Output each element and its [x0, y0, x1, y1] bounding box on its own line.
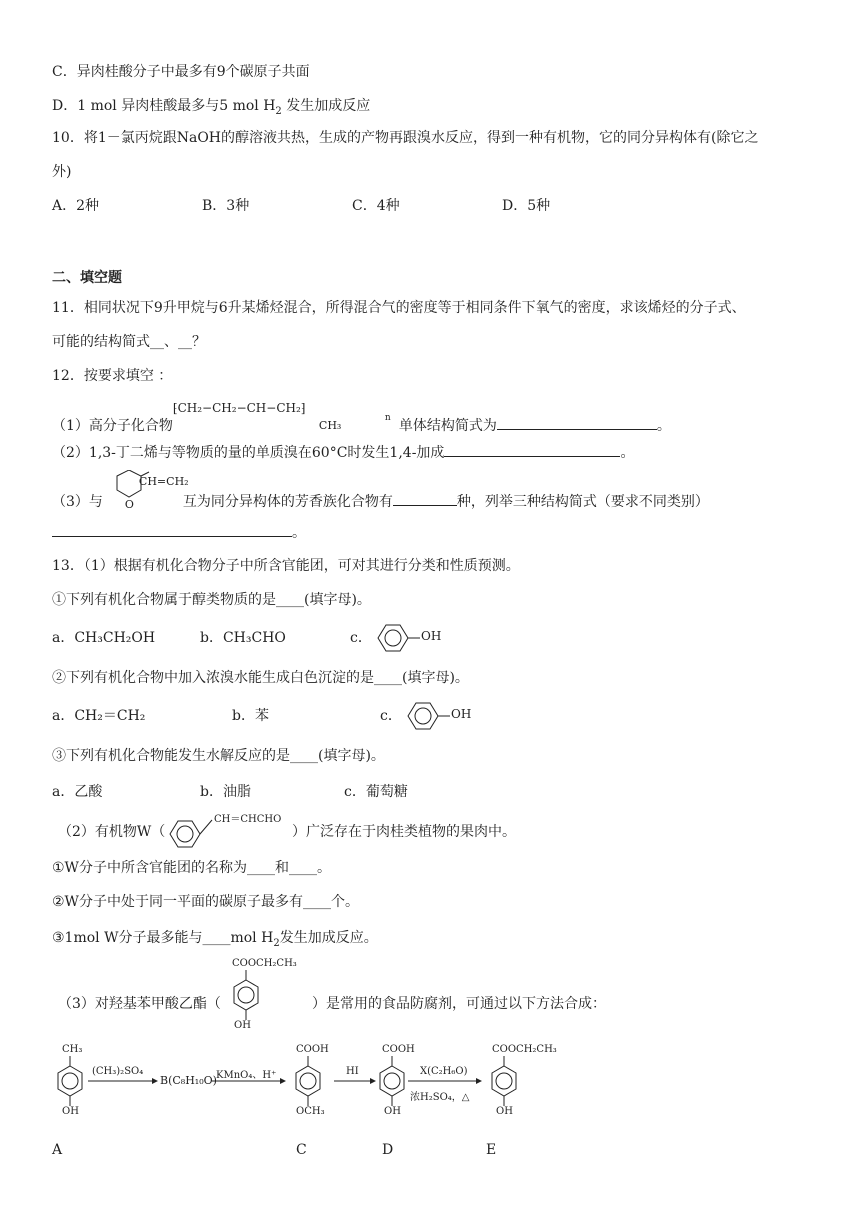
q12-part2-blank[interactable] [444, 442, 620, 457]
q13-sub1-option-b: b．CH₃CHO [200, 630, 286, 646]
q13-sub3-option-b: b．油脂 [200, 784, 251, 800]
q12-part3: （3）与 CH=CH₂ O 互为同分异构体的芳香族化合物有 种，列举三种结构简式（要求不同类别） [52, 480, 709, 520]
q13-sub2-option-b: b．苯 [232, 708, 269, 724]
q13-sub1: ①下列有机化合物属于醇类物质的是____(填字母)。 [52, 592, 371, 608]
phenol-oh-label-1: OH [421, 629, 442, 643]
q10-option-a: A．2种 [52, 198, 100, 214]
q10-stem-line2: 外) [52, 164, 72, 180]
q13-sub1-option-c: c． [350, 630, 372, 646]
phenol-oh-label-2: OH [451, 707, 472, 721]
compound-c-bottom: OCH₃ [296, 1106, 325, 1117]
pyran-vinyl-structure-image [103, 475, 189, 520]
q13-part3-intro-b: ）是常用的食品防腐剂，可通过以下方法合成： [312, 996, 606, 1012]
q11-stem-line1: 11．相同状况下9升甲烷与6升某烯烃混合，所得混合气的密度等于相同条件下氧气的密度，求该烯烃的分子式、 [52, 300, 746, 316]
q13-sub2-option-c: c． [380, 708, 402, 724]
q13-part2-q3: ③1mol W分子最多能与____mol $H_2$发生加成反应。 [52, 930, 378, 949]
q13-title: 13．（1）根据有机化合物分子中所含官能团，可对其进行分类和性质预测。 [52, 558, 520, 574]
q12-part3-answer-line: 。 [52, 522, 306, 543]
q10-option-c: C．4种 [352, 198, 400, 214]
reagent-2: KMnO₄、H⁺ [216, 1070, 277, 1081]
polymer-n: n [384, 413, 391, 423]
q9-option-d: D．1 mol 异肉桂酸最多与5 mol $H_2$ 发生加成反应 [52, 98, 371, 117]
polymer-methyl: CH₃ [318, 419, 342, 432]
q13-part2-q1: ①W分子中所含官能团的名称为____和____。 [52, 860, 331, 876]
polymer-main: ⁅CH₂−CH₂−CH−CH₂⁆ [172, 401, 306, 415]
compound-a-top: CH₃ [62, 1044, 83, 1055]
label-e: E [486, 1142, 497, 1158]
paraben-oh-label: OH [234, 1020, 251, 1031]
q9-option-c: C．异肉桂酸分子中最多有9个碳原子共面 [52, 64, 310, 80]
q12-part1: （1）高分子化合物 ⁅CH₂−CH₂−CH−CH₂⁆ n CH₃ 单体结构简式为 。 [52, 404, 671, 436]
q13-part2-intro-b: ）广泛存在于肉桂类植物的果肉中。 [292, 824, 516, 840]
q13-part2-intro-a: （2）有机物W（ [58, 824, 166, 840]
q13-sub2: ②下列有机化合物中加入浓溴水能生成白色沉淀的是____(填字母)。 [52, 670, 469, 686]
q13-sub3: ③下列有机化合物能发生水解反应的是____(填字母)。 [52, 748, 385, 764]
q11-stem-line2: 可能的结构简式__、__？ [52, 334, 206, 350]
q13-sub2-option-a: a．CH₂＝CH₂ [52, 708, 146, 724]
compound-d-bottom: OH [384, 1106, 401, 1117]
q13-part2-q2: ②W分子中处于同一平面的碳原子最多有____个。 [52, 894, 359, 910]
ring-oxygen-label: O [124, 498, 134, 511]
reagent-4-top: X(C₂H₆O) [420, 1066, 468, 1077]
q12-title: 12．按要求填空 ： [52, 368, 173, 384]
q10-stem-line1: 10．将1－氯丙烷跟NaOH的醇溶液共热，生成的产物再跟溴水反应，得到一种有机物，它的同分异构体有(除它之 [52, 130, 759, 146]
reagent-4-bottom: 浓H₂SO₄，△ [410, 1092, 470, 1103]
polymer-structure-image [172, 401, 399, 434]
q13-part3-intro-a: （3）对羟基苯甲酸乙酯（ [58, 996, 221, 1012]
synthesis-scheme [52, 1052, 612, 1132]
vinyl-label: CH=CH₂ [138, 475, 189, 488]
paraben-ester-label: COOCH₂CH₃ [232, 958, 297, 969]
label-a: A [52, 1142, 63, 1158]
compound-c-top: COOH [296, 1044, 329, 1055]
q12-part3-structures-blank[interactable] [52, 522, 292, 537]
reagent-1: (CH₃)₂SO₄ [92, 1066, 144, 1077]
compound-a-bottom: OH [62, 1106, 79, 1117]
q12-part2: （2）1,3-丁二烯与等物质的量的单质溴在60°C时发生1,4-加成 。 [52, 442, 634, 463]
q13-sub3-option-c: c．葡萄糖 [344, 784, 408, 800]
label-d: D [382, 1142, 394, 1158]
compound-e-bottom: OH [496, 1106, 513, 1117]
intermediate-b: B(C₈H₁₀O) [160, 1074, 217, 1087]
q12-part1-blank[interactable] [497, 415, 657, 430]
reagent-3: HI [346, 1066, 359, 1077]
q13-sub3-option-a: a．乙酸 [52, 784, 103, 800]
compound-e-top: COOCH₂CH₃ [492, 1044, 557, 1055]
label-c: C [296, 1142, 307, 1158]
section-heading: 二、填空题 [52, 270, 122, 286]
q12-part3-count-blank[interactable] [393, 491, 457, 506]
q10-option-d: D．5种 [502, 198, 551, 214]
q13-sub1-option-a: a．CH₃CH₂OH [52, 630, 156, 646]
cinnamaldehyde-chain-label: CH＝CHCHO [214, 814, 282, 825]
compound-d-top: COOH [382, 1044, 415, 1055]
q10-option-b: B．3种 [202, 198, 250, 214]
